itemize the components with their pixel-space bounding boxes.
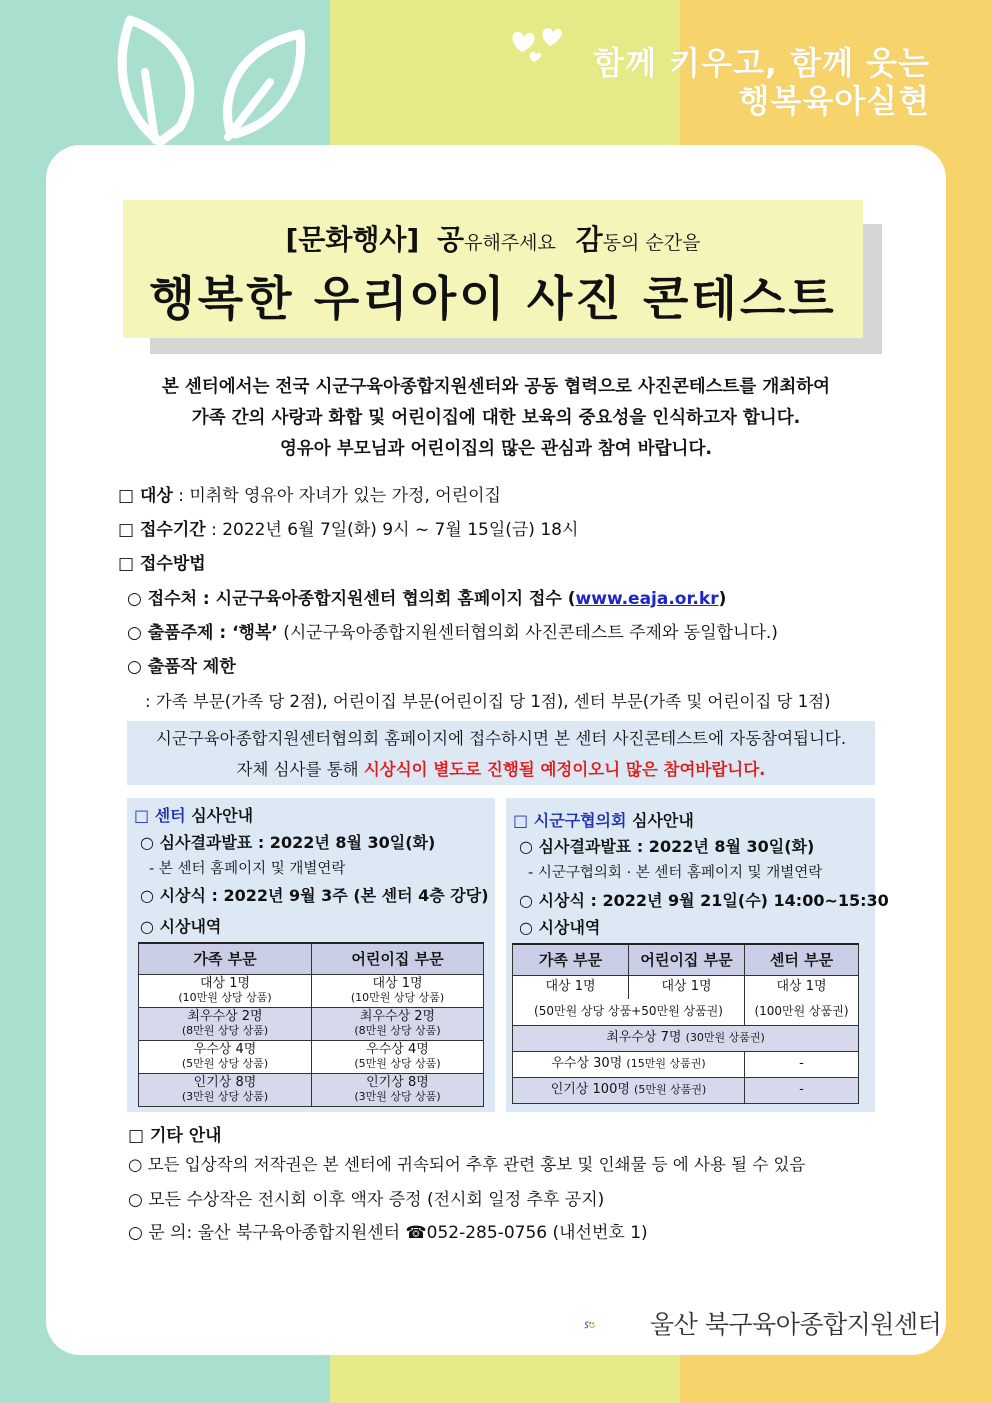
table-row: 인기상 100명 (5만원 상품권) - <box>513 1077 859 1103</box>
slogan-line2: 행복육아실현 <box>738 82 930 120</box>
org-logo-icon <box>584 1302 646 1348</box>
table-row: 대상 1명 대상 1명 대상 1명 <box>513 975 859 999</box>
eaja-homepage-link[interactable]: www.eaja.or.kr <box>575 589 719 609</box>
period-value: : 2022년 6월 7일(화) 9시 ~ 7월 15일(금) 18시 <box>205 520 579 540</box>
intro-line: 본 센터에서는 전국 시군구육아종합지원센터와 공동 협력으로 사진콘테스트를 개최하여 <box>161 377 831 397</box>
slogan <box>593 44 930 120</box>
center-result: ○ 심사결과발표 : 2022년 8월 30일(화) <box>140 833 436 852</box>
table-row: 인기상 8명 (3만원 상당 상품) 인기상 8명 (3만원 상당 상품) <box>139 1073 484 1106</box>
title-gong-rest: 유해주세요 <box>464 232 556 254</box>
target-label: □ 대상 <box>118 486 173 506</box>
period-line <box>118 515 578 540</box>
method-place-line: ○ 접수처 : 시군구육아종합지원센터 협의회 홈페이지 접수 (www.eaja.or.kr) <box>127 589 727 609</box>
slogan-line1: 함께 키우고, 함께 웃는 <box>593 44 930 82</box>
regional-awards-table <box>512 943 859 1104</box>
table-row: 대상 1명 (10만원 상당 상품) 대상 1명 (10만원 상당 상품) <box>139 974 484 1007</box>
center-review-panel <box>127 798 495 1112</box>
table-header: 센터 부문 <box>745 944 859 975</box>
table-header: 어린이집 부문 <box>312 943 484 974</box>
intro-line: 가족 간의 사랑과 화합 및 어린이집에 대한 보육의 중요성을 인식하고자 합니다. <box>191 408 801 428</box>
regional-ceremony: ○ 시상식 : 2022년 9월 21일(수) 14:00~15:30 <box>519 891 889 910</box>
method-place-label: ○ 접수처 : 시군구육아종합지원센터 협의회 홈페이지 접수 ( <box>127 589 576 609</box>
regional-result: ○ 심사결과발표 : 2022년 8월 30일(화) <box>519 837 815 856</box>
table-row: 우수상 4명 (5만원 상당 상품) 우수상 4명 (5만원 상당 상품) <box>139 1040 484 1073</box>
notice-line1: 시군구육아종합지원센터협의회 홈페이지에 접수하시면 본 센터 사진콘테스트에 자동참여됩니다. <box>155 729 847 748</box>
intro-paragraph <box>100 372 892 465</box>
target-line <box>118 481 501 506</box>
table-row: 최우수상 2명 (8만원 상당 상품) 최우수상 2명 (8만원 상당 상품) <box>139 1007 484 1040</box>
table-row: 우수상 30명 (15만원 상품권) - <box>513 1051 859 1077</box>
other-item-copyright: ○ 모든 입상작의 저작권은 본 센터에 귀속되어 추후 관련 홍보 및 인쇄물 등 에 사용 될 수 있음 <box>128 1155 806 1174</box>
notice-box <box>127 721 875 785</box>
regional-result-note: - 시군구협의회 · 본 센터 홈페이지 및 개별연락 <box>528 865 823 881</box>
title-gam: 감 <box>575 223 603 256</box>
other-item-frame: ○ 모든 수상작은 전시회 이후 액자 증정 (전시회 일정 추후 공지) <box>128 1190 605 1210</box>
title-subtitle <box>123 218 863 258</box>
regional-review-panel <box>506 798 889 1112</box>
method-theme-value: (시군구육아종합지원센터협의회 사진콘테스트 주제와 동일합니다.) <box>277 623 778 643</box>
method-limit-value: : 가족 부문(가족 당 2점), 어린이집 부문(어린이집 당 1점), 센터 부문(가족 및 어린이집 당 1점) <box>145 692 831 711</box>
center-awards-table <box>138 942 484 1107</box>
event-tag: [문화행사] <box>285 223 420 256</box>
notice-line2: 자체 심사를 통해 시상식이 별도로 진행될 예정이오니 많은 참여바랍니다. <box>236 760 766 779</box>
regional-heading: □ 시군구협의회 심사안내 <box>513 811 694 830</box>
notice-highlight: 시상식이 별도로 진행될 예정이오니 많은 참여바랍니다. <box>363 760 766 779</box>
method-theme-label: ○ 출품주제 : ‘행복’ <box>127 623 278 643</box>
hearts-icon <box>508 22 570 64</box>
table-header: 어린이집 부문 <box>629 944 745 975</box>
method-label: □ 접수방법 <box>118 554 206 574</box>
table-header: 가족 부문 <box>139 943 312 974</box>
target-value: : 미취학 영유아 자녀가 있는 가정, 어린이집 <box>172 486 501 506</box>
title-box <box>123 200 863 338</box>
footer-org-name: 울산 북구육아종합지원센터 <box>650 1310 942 1339</box>
center-heading: □ 센터 심사안내 <box>134 806 254 825</box>
center-ceremony: ○ 시상식 : 2022년 9월 3주 (본 센터 4층 강당) <box>140 886 489 905</box>
table-row: (50만원 상당 상품+50만원 상품권) (100만원 상품권) <box>513 999 859 1025</box>
method-limit-label: ○ 출품작 제한 <box>127 657 236 677</box>
table-header: 가족 부문 <box>513 944 629 975</box>
title-gam-rest: 동의 순간을 <box>602 232 701 254</box>
page-title: 행복한 우리아이 사진 콘테스트 <box>149 272 837 327</box>
other-label: □ 기타 안내 <box>128 1126 222 1146</box>
title-gong: 공 <box>437 223 465 256</box>
center-awards-label: ○ 시상내역 <box>140 917 222 936</box>
intro-line: 영유아 부모님과 어린이집의 많은 관심과 참여 바랍니다. <box>279 439 713 459</box>
table-row: 최우수상 7명 (30만원 상품권) <box>513 1025 859 1051</box>
method-theme-line <box>127 618 778 643</box>
regional-awards-label: ○ 시상내역 <box>519 918 601 937</box>
period-label: □ 접수기간 <box>118 520 206 540</box>
other-item-contact: ○ 문 의: 울산 북구육아종합지원센터 ☎052-285-0756 (내선번호 1) <box>128 1223 648 1243</box>
center-result-note: - 본 센터 홈페이지 및 개별연락 <box>149 861 346 877</box>
leaves-icon <box>110 12 310 147</box>
